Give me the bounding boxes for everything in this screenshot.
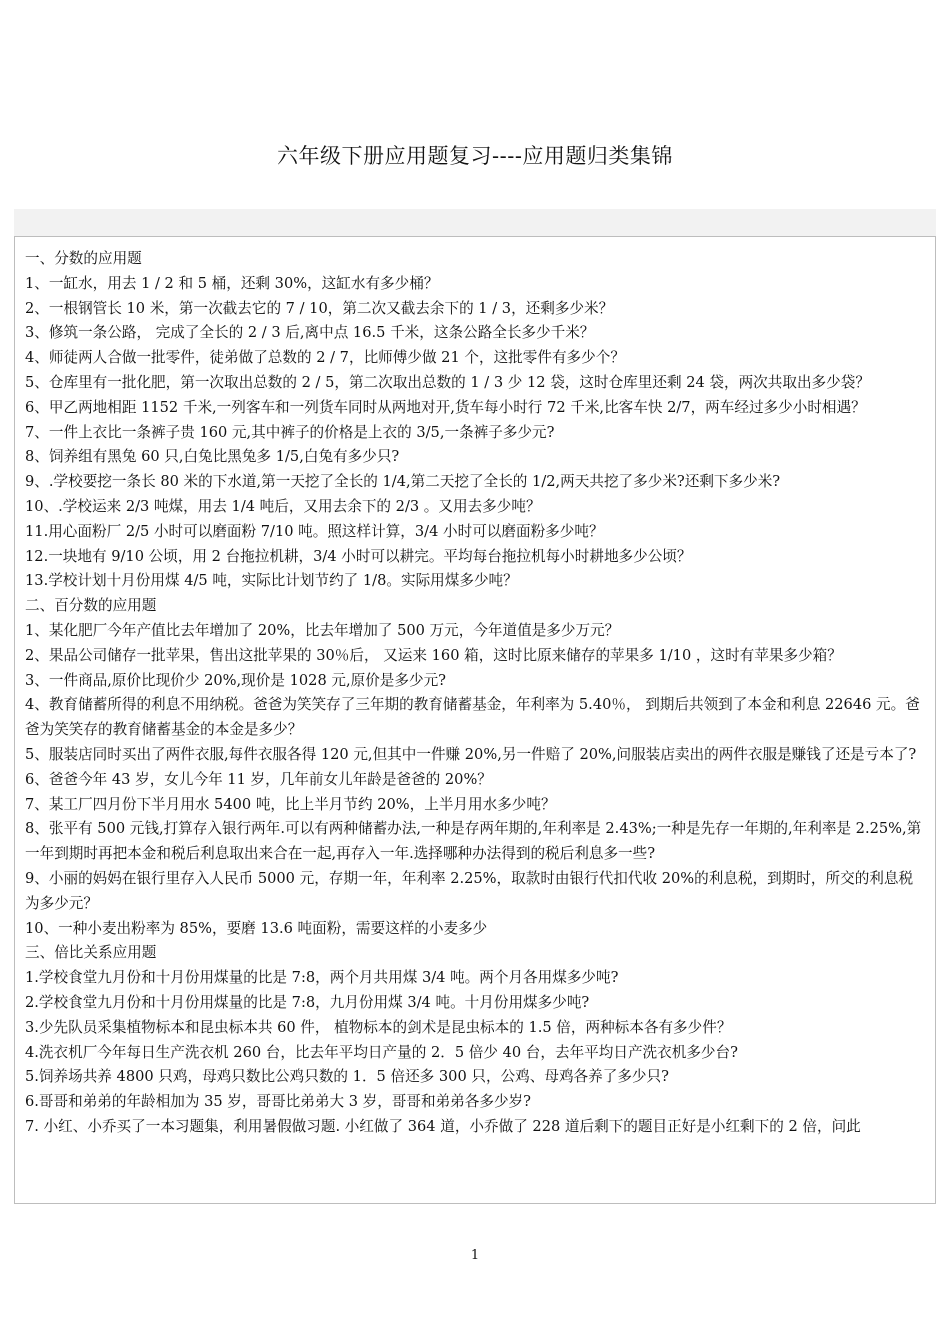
text-line: 7、一件上衣比一条裤子贵 160 元,其中裤子的价格是上衣的 3/5,一条裤子多少元? (25, 423, 555, 441)
text-line: 1、某化肥厂今年产值比去年增加了 20%，比去年增加了 500 万元，今年道值是多少万元？ (25, 621, 620, 639)
text-line: 3、一件商品,原价比现价少 20%,现价是 1028 元,原价是多少元? (25, 671, 446, 689)
text-line: 6、甲乙两地相距 1152 千米,一列客车和一列货车同时从两地对开,货车每小时行 72 千米,比客车快 2/7，两车经过多少小时相遇？ (25, 398, 866, 416)
text-line: 8、张平有 500 元钱,打算存入银行两年.可以有两种储蓄办法,一种是存两年期的,年利率是 2.43%;一种是先存一年期的,年利率是 2.25%,第一年到期时再把本金和税后利息取出来合在一起,再存入一年.选择哪种办法得到的税后利息多一些? (25, 820, 922, 863)
text-line: 二、百分数的应用题 (25, 597, 157, 615)
text-line: 3.少先队员采集植物标本和昆虫标本共 60 件， 植物标本的剑术是昆虫标本的 1.5 倍，两种标本各有多少件？ (25, 1018, 732, 1036)
text-line: 13.学校计划十月份用煤 4/5 吨，实际比计划节约了 1/8。实际用煤多少吨？ (25, 572, 518, 590)
page-title: 六年级下册应用题复习----应用题归类集锦 (277, 144, 673, 168)
text-line: 5.饲养场共养 4800 只鸡，母鸡只数比公鸡只数的 1．5 倍还多 300 只，公鸡、母鸡各养了多少只? (25, 1068, 669, 1086)
text-line: 2.学校食堂九月份和十月份用煤量的比是 7:8，九月份用煤 3/4 吨。十月份用煤多少吨? (25, 993, 590, 1011)
text-line: 5、服装店同时买出了两件衣服,每件衣服各得 120 元,但其中一件赚 20%,另一件赔了 20%,问服装店卖出的两件衣服是赚钱了还是亏本了? (25, 745, 917, 763)
text-line: 5、仓库里有一批化肥，第一次取出总数的 2 / 5，第二次取出总数的 1 / 3 少 12 袋，这时仓库里还剩 24 袋，两次共取出多少袋？ (25, 373, 870, 391)
page-number: 1 (470, 1248, 480, 1263)
text-line: 8、饲养组有黑兔 60 只,白兔比黑兔多 1/5,白兔有多少只? (25, 448, 400, 466)
text-line: 6.哥哥和弟弟的年龄相加为 35 岁，哥哥比弟弟大 3 岁，哥哥和弟弟各多少岁? (25, 1093, 531, 1111)
text-line: 1.学校食堂九月份和十月份用煤量的比是 7:8，两个月共用煤 3/4 吨。两个月各用煤多少吨? (25, 969, 619, 987)
text-line: 10、一种小麦出粉率为 85%，要磨 13.6 吨面粉，需要这样的小麦多少 (25, 919, 488, 937)
text-line: 2、一根钢管长 10 米，第一次截去它的 7 / 10，第二次又截去余下的 1 / 3，还剩多少米？ (25, 299, 614, 317)
text-line: 4、师徒两人合做一批零件，徒弟做了总数的 2 / 7，比师傅少做 21 个，这批零件有多少个？ (25, 349, 625, 367)
text-line: 1、一缸水，用去 1 / 2 和 5 桶，还剩 30%，这缸水有多少桶？ (25, 274, 439, 292)
text-line: 7. 小红、小乔买了一本习题集，利用暑假做习题. 小红做了 364 道，小乔做了 228 道后剩下的题目正好是小红剩下的 2 倍，问此 (25, 1117, 861, 1135)
text-line: 三、倍比关系应用题 (25, 944, 157, 962)
text-line: 3、修筑一条公路， 完成了全长的 2 / 3 后,离中点 16.5 千米，这条公路全长多少千米？ (25, 324, 595, 342)
problem-list (15, 237, 935, 1140)
text-line: 10、.学校运来 2/3 吨煤，用去 1/4 吨后，又用去余下的 2/3 。又用去多少吨？ (25, 497, 541, 515)
text-line: 7、某工厂四月份下半月用水 5400 吨，比上半月节约 20%，上半月用水多少吨？ (25, 795, 556, 813)
text-line: 4.洗衣机厂今年每日生产洗衣机 260 台，比去年平均日产量的 2．5 倍少 40 台，去年平均日产洗衣机多少台? (25, 1043, 738, 1061)
header-band (14, 209, 936, 236)
text-line: 9、.学校要挖一条长 80 米的下水道,第一天挖了全长的 1/4,第二天挖了全长的 1/2,两天共挖了多少米?还剩下多少米? (25, 473, 781, 491)
text-line: 2、果品公司储存一批苹果，售出这批苹果的 30％后， 又运来 160 箱，这时比原来储存的苹果多 1/10 ，这时有苹果多少箱？ (25, 646, 842, 664)
content-box (14, 236, 936, 1204)
text-line: 12.一块地有 9/10 公顷，用 2 台拖拉机耕，3/4 小时可以耕完。平均每台拖拉机每小时耕地多少公顷？ (25, 547, 692, 565)
text-line: 6、爸爸今年 43 岁，女儿今年 11 岁，几年前女儿年龄是爸爸的 20%？ (25, 770, 492, 788)
text-line: 11.用心面粉厂 2/5 小时可以磨面粉 7/10 吨。照这样计算，3/4 小时可以磨面粉多少吨？ (25, 522, 604, 540)
text-line: 4、教育储蓄所得的利息不用纳税。爸爸为笑笑存了三年期的教育储蓄基金，年利率为 5.40％， 到期后共领到了本金和利息 22646 元。爸爸为笑笑存的教育储蓄基金的本金是多少？ (25, 696, 920, 739)
text-line: 9、小丽的妈妈在银行里存入人民币 5000 元，存期一年，年利率 2.25%，取款时由银行代扣代收 20%的利息税，到期时，所交的利息税为多少元？ (25, 869, 914, 912)
text-line: 一、分数的应用题 (25, 250, 142, 267)
